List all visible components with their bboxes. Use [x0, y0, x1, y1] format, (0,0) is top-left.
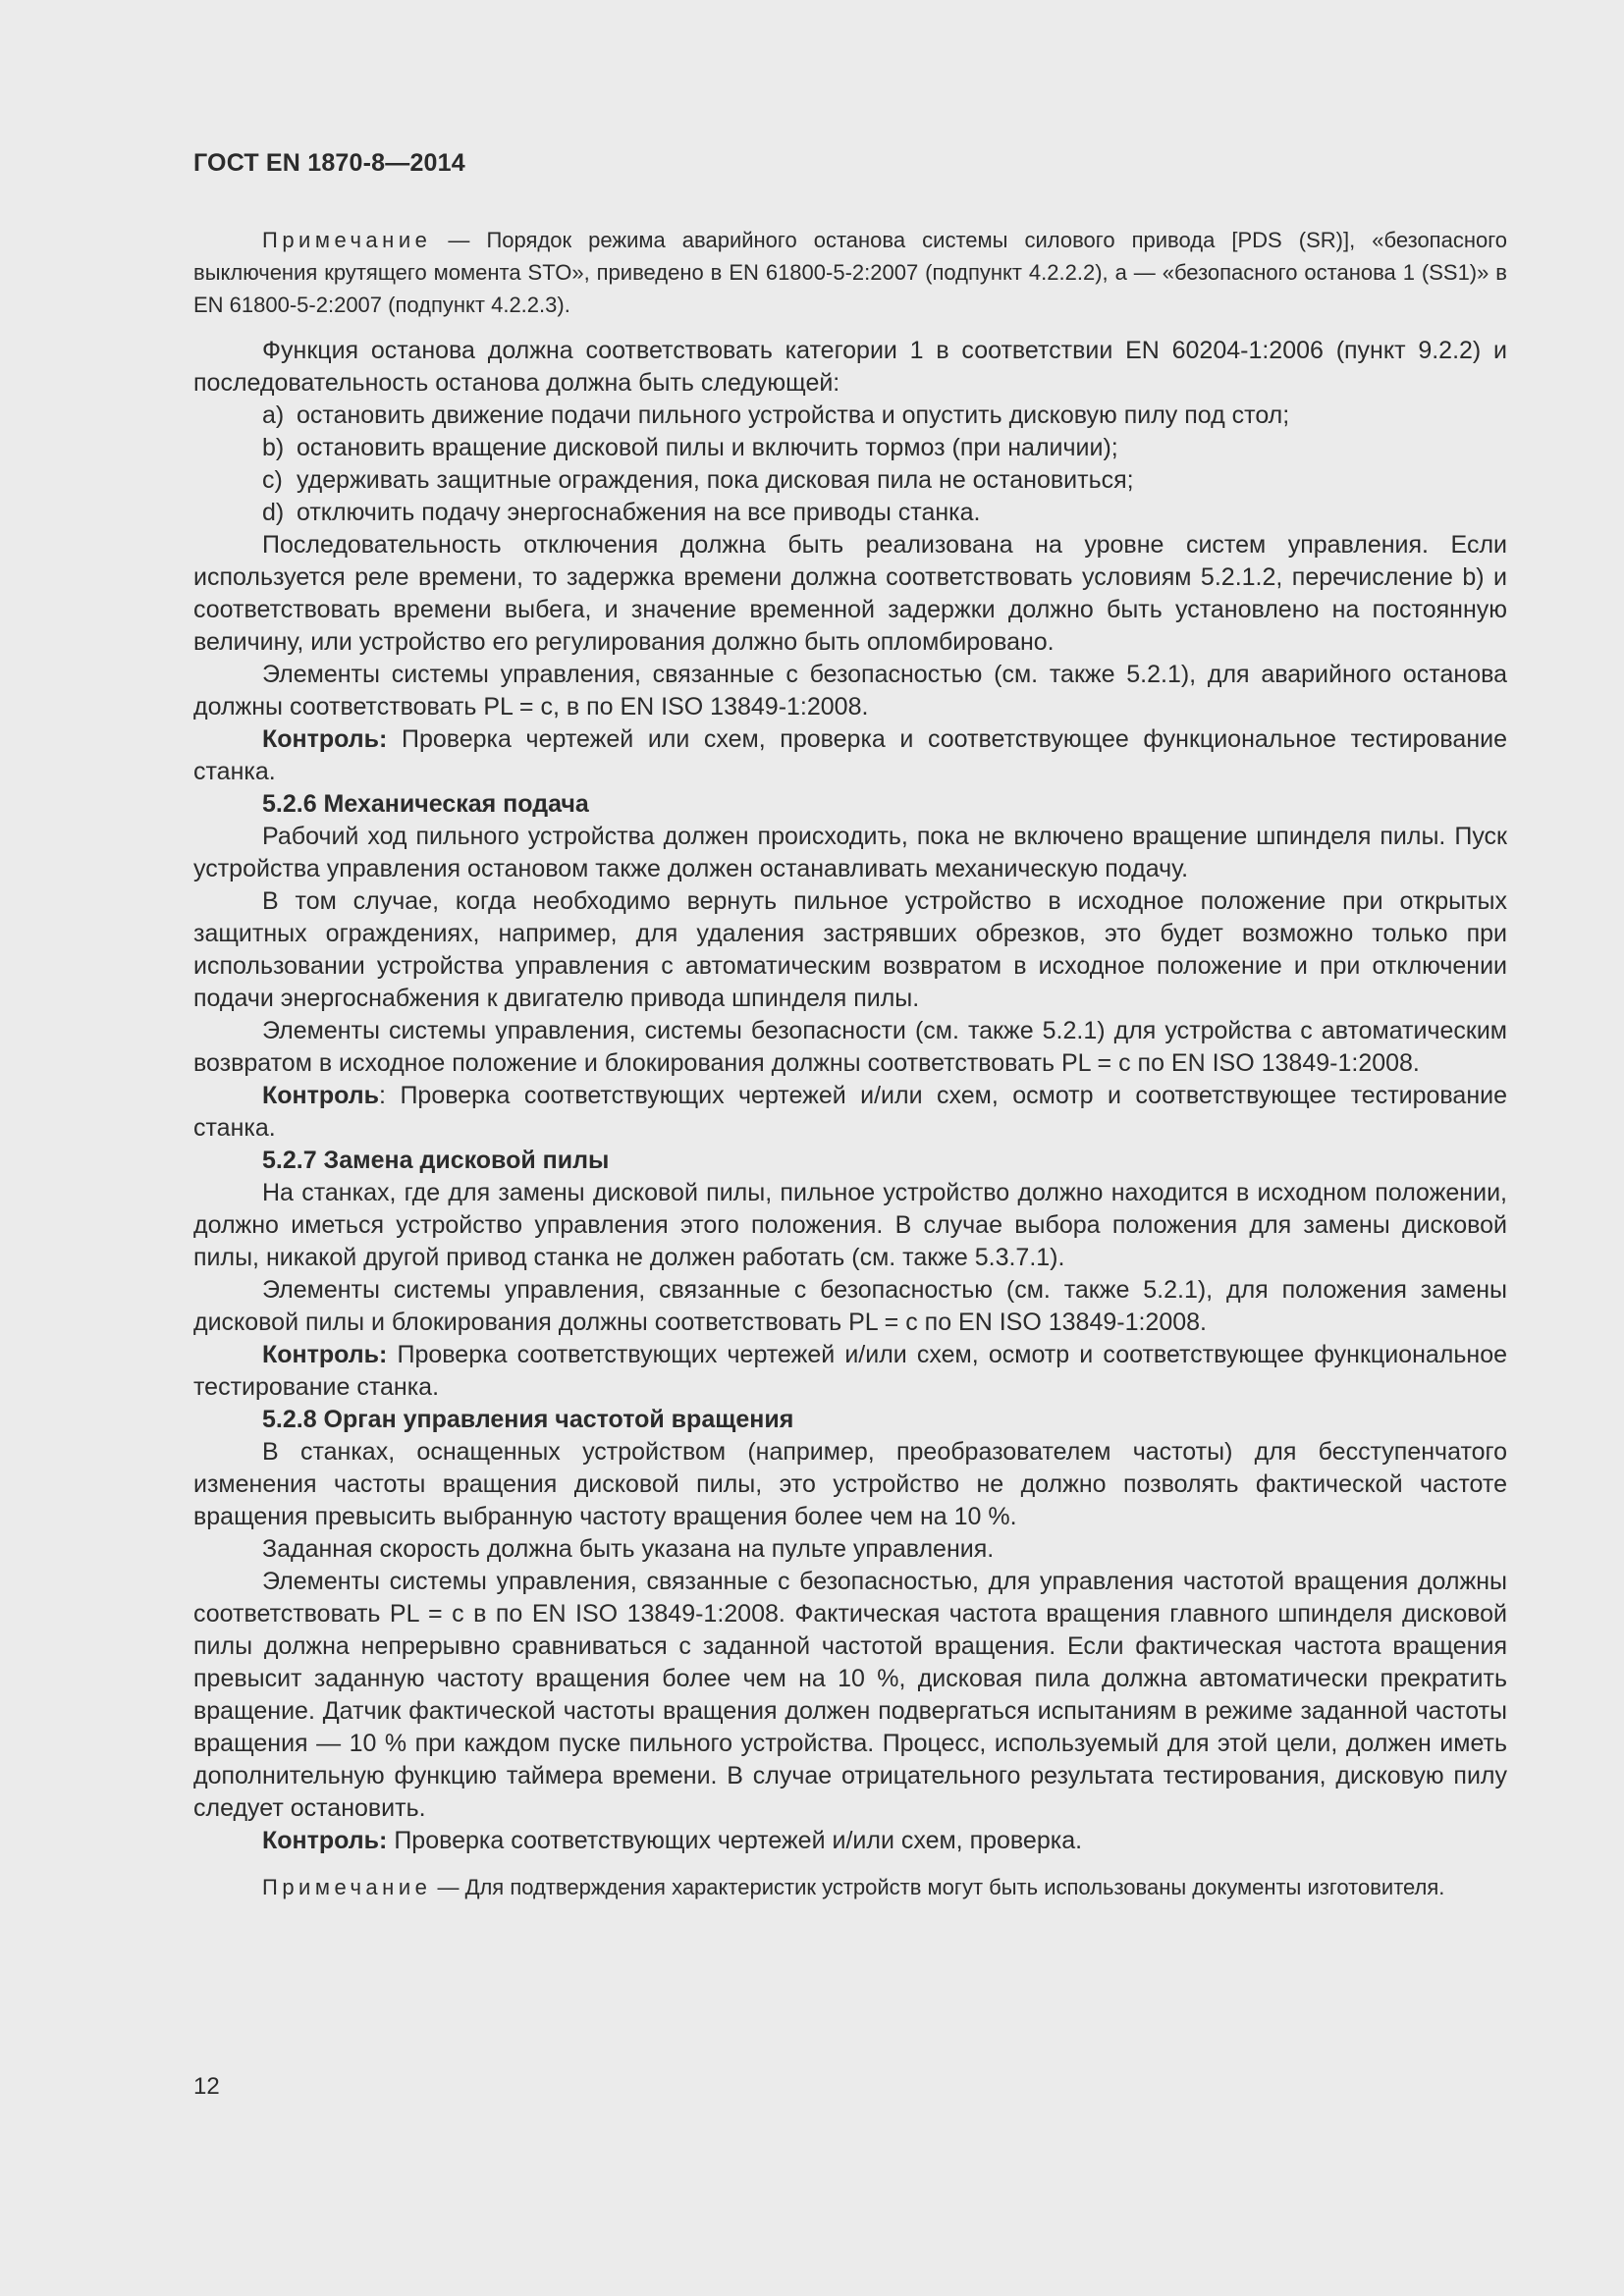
control-label: Контроль: [262, 1341, 388, 1368]
page-number: 12 [193, 2073, 220, 2100]
list-item [193, 400, 1507, 432]
list-item [193, 432, 1507, 464]
control-text: Проверка чертежей или схем, проверка и соответствующее функциональное тестирование станка. [193, 725, 1507, 785]
control-text: : Проверка соответствующих чертежей и/или схем, осмотр и соответствующее тестирование станка. [193, 1082, 1507, 1142]
control-text: Проверка соответствующих чертежей и/или схем, осмотр и соответствующее функциональное тестирование станка. [193, 1341, 1507, 1401]
section-heading-5-2-8: 5.2.8 Орган управления частотой вращения [262, 1406, 794, 1433]
sequence-paragraph: Последовательность отключения должна быть реализована на уровне систем управления. Если используется реле времени, то задержка времени должна соответствовать условиям 5.2.1.2, перечисление b) и соответствовать времени выбега, и значение временной задержки должно быть установлено на постоянную величину, или устройство его регулирования должно быть опломбировано. [193, 531, 1507, 656]
control-paragraph [193, 1825, 1507, 1857]
list-text: удерживать защитные ограждения, пока дисковая пила не остановиться; [297, 466, 1134, 494]
control-paragraph [193, 1080, 1507, 1145]
note-text: — Порядок режима аварийного останова системы силового привода [PDS (SR)], «безопасного выключения крутящего момента STO», приведено в EN 61800-5-2:2007 (подпункт 4.2.2.2), а — «безопасного останова 1 (SS1)» в EN 61800-5-2:2007 (подпункт 4.2.2.3). [193, 228, 1507, 317]
section-paragraph: Элементы системы управления, связанные с безопасностью, для управления частотой вращения должны соответствовать PL = с в по EN ISO 13849-1:2008. Фактическая частота вращения главного шпинделя дисковой пилы должна непрерывно сравниваться с заданной частотой вращения. Если фактическая частота вращения превысит заданную частоту вращения более чем на 10 %, дисковая пила должна автоматически прекратить вращение. Датчик фактической частоты вращения должен подвергаться испытаниям в режиме заданной частоты вращения — 10 % при каждом пуске пильного устройства. Процесс, используемый для этой цели, должен иметь дополнительную функцию таймера времени. В случае отрицательного результата тестирования, дисковую пилу следует остановить. [193, 1568, 1507, 1822]
list-marker: d) [262, 499, 285, 526]
note-label: Примечание [262, 228, 432, 252]
list-marker: c) [262, 466, 283, 494]
document-page [193, 0, 1507, 2296]
section-paragraph: Рабочий ход пильного устройства должен происходить, пока не включено вращение шпинделя пилы. Пуск устройства управления остановом также должен останавливать механическую подачу. [193, 823, 1507, 882]
control-label: Контроль: [262, 725, 388, 753]
elements-paragraph: Элементы системы управления, связанные с безопасностью (см. также 5.2.1), для аварийного останова должны соответствовать PL = с, в по EN ISO 13849-1:2008. [193, 661, 1507, 721]
note-paragraph [193, 224, 1507, 321]
note-text: — Для подтверждения характеристик устройств могут быть использованы документы изготовителя. [431, 1875, 1445, 1899]
section-paragraph: Элементы системы управления, системы безопасности (см. также 5.2.1) для устройства с автоматическим возвратом в исходное положение и блокирования должны соответствовать PL = с по EN ISO 13849-1:2008. [193, 1017, 1507, 1077]
list-marker: a) [262, 401, 285, 429]
document-header: ГОСТ EN 1870-8—2014 [193, 149, 465, 177]
section-heading-5-2-7: 5.2.7 Замена дисковой пилы [262, 1147, 610, 1174]
section-paragraph: В том случае, когда необходимо вернуть пильное устройство в исходное положение при открытых защитных ограждениях, например, для удаления застрявших обрезков, это будет возможно только при использовании устройства управления с автоматическим возвратом в исходное положение и при отключении подачи энергоснабжения к двигателю привода шпинделя пилы. [193, 887, 1507, 1012]
control-label: Контроль: [262, 1827, 388, 1854]
intro-paragraph: Функция останова должна соответствовать категории 1 в соответствии EN 60204-1:2006 (пункт 9.2.2) и последовательность останова должна быть следующей: [193, 337, 1507, 397]
list-item [193, 464, 1507, 497]
list-text: отключить подачу энергоснабжения на все приводы станка. [297, 499, 981, 526]
section-paragraph: В станках, оснащенных устройством (например, преобразователем частоты) для бесступенчатого изменения частоты вращения дисковой пилы, это устройство не должно позволять фактической частоте вращения превысить выбранную частоту вращения более чем на 10 %. [193, 1438, 1507, 1530]
section-heading-5-2-6: 5.2.6 Механическая подача [262, 790, 589, 818]
section-paragraph: На станках, где для замены дисковой пилы, пильное устройство должно находится в исходном положении, должно иметься устройство управления этого положения. В случае выбора положения для замены дисковой пилы, никакой другой привод станка не должен работать (см. также 5.3.7.1). [193, 1179, 1507, 1271]
section-paragraph: Заданная скорость должна быть указана на пульте управления. [262, 1535, 995, 1563]
note-label: Примечание [262, 1875, 432, 1899]
section-paragraph: Элементы системы управления, связанные с безопасностью (см. также 5.2.1), для положения замены дисковой пилы и блокирования должны соответствовать PL = с по EN ISO 13849-1:2008. [193, 1276, 1507, 1336]
list-marker: b) [262, 434, 285, 461]
document-body [193, 224, 1507, 1903]
control-label: Контроль [262, 1082, 380, 1109]
control-text: Проверка соответствующих чертежей и/или схем, проверка. [387, 1827, 1083, 1854]
list-text: остановить движение подачи пильного устройства и опустить дисковую пилу под стол; [297, 401, 1290, 429]
list-item [193, 497, 1507, 529]
note-paragraph [193, 1871, 1507, 1903]
list-text: остановить вращение дисковой пилы и включить тормоз (при наличии); [297, 434, 1118, 461]
control-paragraph [193, 1339, 1507, 1404]
control-paragraph [193, 723, 1507, 788]
